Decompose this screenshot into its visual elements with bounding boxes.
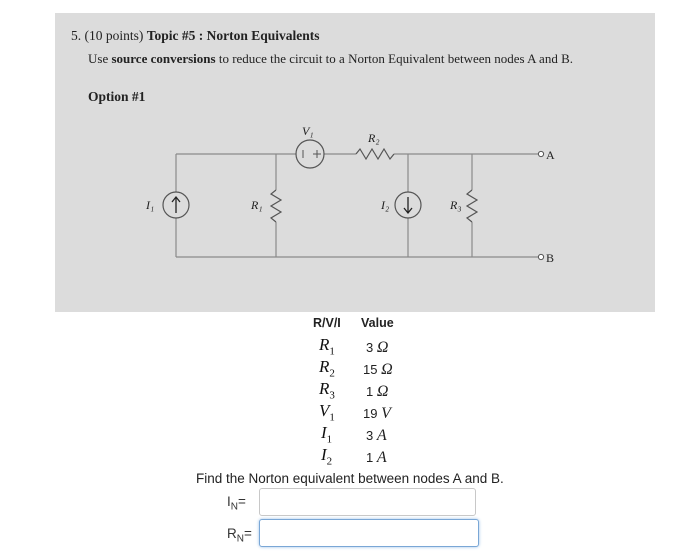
table-row-symbol: $R_2$: [319, 357, 335, 380]
rn-answer-input[interactable]: [259, 519, 479, 547]
r3-resistor: [467, 190, 477, 222]
in-label: $I_N=$: [227, 494, 246, 513]
table-row-value: 1 A: [366, 449, 387, 466]
r3-label: R₃: [450, 198, 462, 212]
in-answer-input[interactable]: [259, 488, 476, 516]
table-row-value: 3 Ω: [366, 339, 389, 356]
table-row-symbol: $I_2$: [321, 445, 333, 468]
question-topic: Topic #5 : Norton Equivalents: [146, 28, 320, 43]
i2-current-source: [395, 192, 421, 218]
question-text-pre: Use: [88, 51, 112, 66]
question-text-post: to reduce the circuit to a Norton Equivalent between nodes A and B.: [215, 51, 573, 66]
table-row-symbol: $I_1$: [321, 423, 333, 446]
i2-label: I₂: [381, 198, 390, 212]
node-a-terminal: [538, 151, 543, 156]
i1-current-source: [163, 192, 189, 218]
i1-label: I₁: [146, 198, 155, 212]
circuit-wires: [176, 154, 538, 257]
option-label: Option #1: [88, 89, 146, 104]
node-a-label: A: [546, 148, 555, 162]
r1-label: R₁: [251, 198, 263, 212]
node-b-label: B: [546, 251, 555, 265]
table-header-value: Value: [361, 316, 394, 330]
table-row-value: 3 A: [366, 427, 387, 444]
r2-label: R₂: [368, 131, 380, 145]
norton-prompt: Find the Norton equivalent between nodes A and B.: [196, 471, 504, 486]
rn-label: $R_N=$: [227, 526, 252, 545]
table-row-symbol: $R_1$: [319, 335, 335, 358]
table-row-value: 15 Ω: [363, 361, 393, 378]
question-number: 5.: [71, 28, 82, 43]
question-text-bold: source conversions: [111, 51, 216, 66]
table-header-rvi: R/V/I: [313, 316, 341, 330]
v1-label: V₁: [302, 124, 314, 138]
r2-resistor: [356, 149, 394, 159]
table-row-value: 1 Ω: [366, 383, 389, 400]
table-row-symbol: $V_1$: [319, 401, 335, 424]
v1-voltage-source: [296, 140, 324, 168]
node-b-terminal: [538, 254, 543, 259]
question-points: (10 points): [84, 28, 144, 43]
table-row-value: 19 V: [363, 405, 391, 422]
r1-resistor: [271, 190, 281, 222]
table-row-symbol: $R_3$: [319, 379, 335, 402]
